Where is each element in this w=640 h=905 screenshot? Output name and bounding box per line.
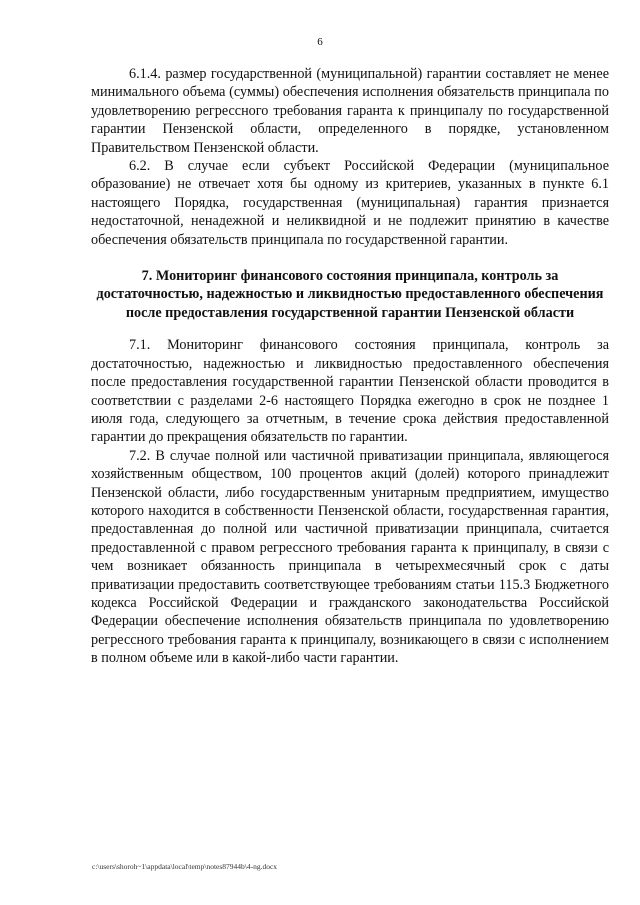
paragraph-7-1: 7.1. Мониторинг финансового состояния принципала, контроль за достаточностью, надежностью и ликвидностью предоставленного обеспечения после предоставления государственной гарантии Пензенской области проводится в соответствии с разделами 2-6 настоящего Порядка ежегодно в срок не позднее 1 июля года, следующего за отчетным, в течение срока действия предоставленной гарантии до прекращения обязательств по гарантии. xyxy=(91,337,609,446)
document-body xyxy=(91,65,609,668)
paragraph-7-2: 7.2. В случае полной или частичной приватизации принципала, являющегося хозяйственным обществом, 100 процентов акций (долей) которого принадлежит Пензенской области, либо государственным унитарным предприятием, имущество которого находится в собственности Пензенской области, государственная гарантия, предоставленная до полной или частичной приватизации принципала, считается предоставленной с правом регрессного требования гаранта к принципалу, в связи с чем возникает обязанность принципала в четырехмесячный срок с даты приватизации предоставить соответствующее требованиям статьи 115.3 Бюджетного кодекса Российской Федерации и гражданского законодательства Российской Федерации обеспечение исполнения обязательств принципала по удовлетворению регрессного требования гаранта к принципалу, возникающего в связи с исполнением в полном объеме или в какой-либо части гарантии. xyxy=(91,447,609,667)
paragraph-6-2: 6.2. В случае если субъект Российской Федерации (муниципальное образование) не отвечает хотя бы одному из критериев, указанных в пункте 6.1 настоящего Порядка, государственная (муниципальная) гарантия признается недостаточной, ненадежной и неликвидной и не подлежит принятию в качестве обеспечения обязательств принципала по государственной гарантии. xyxy=(91,158,609,248)
section-heading: 7. Мониторинг финансового состояния принципала, контроль за достаточностью, надежностью и ликвидностью предоставленного обеспечения после предоставления государственной гарантии Пензенской области xyxy=(96,268,604,321)
paragraph-6-1-4: 6.1.4. размер государственной (муниципальной) гарантии составляет не менее минимального объема (суммы) обеспечения исполнения обязательств принципала по удовлетворению регрессного требования гаранта к принципалу по государственной гарантии Пензенской области, определенного в порядке, установленном Правительством Пензенской области. xyxy=(91,66,609,156)
page-number: 6 xyxy=(317,36,323,48)
footer-file-path: c:\users\shoroh~1\appdata\local\temp\notes87944b\4-ng.docx xyxy=(92,862,278,871)
